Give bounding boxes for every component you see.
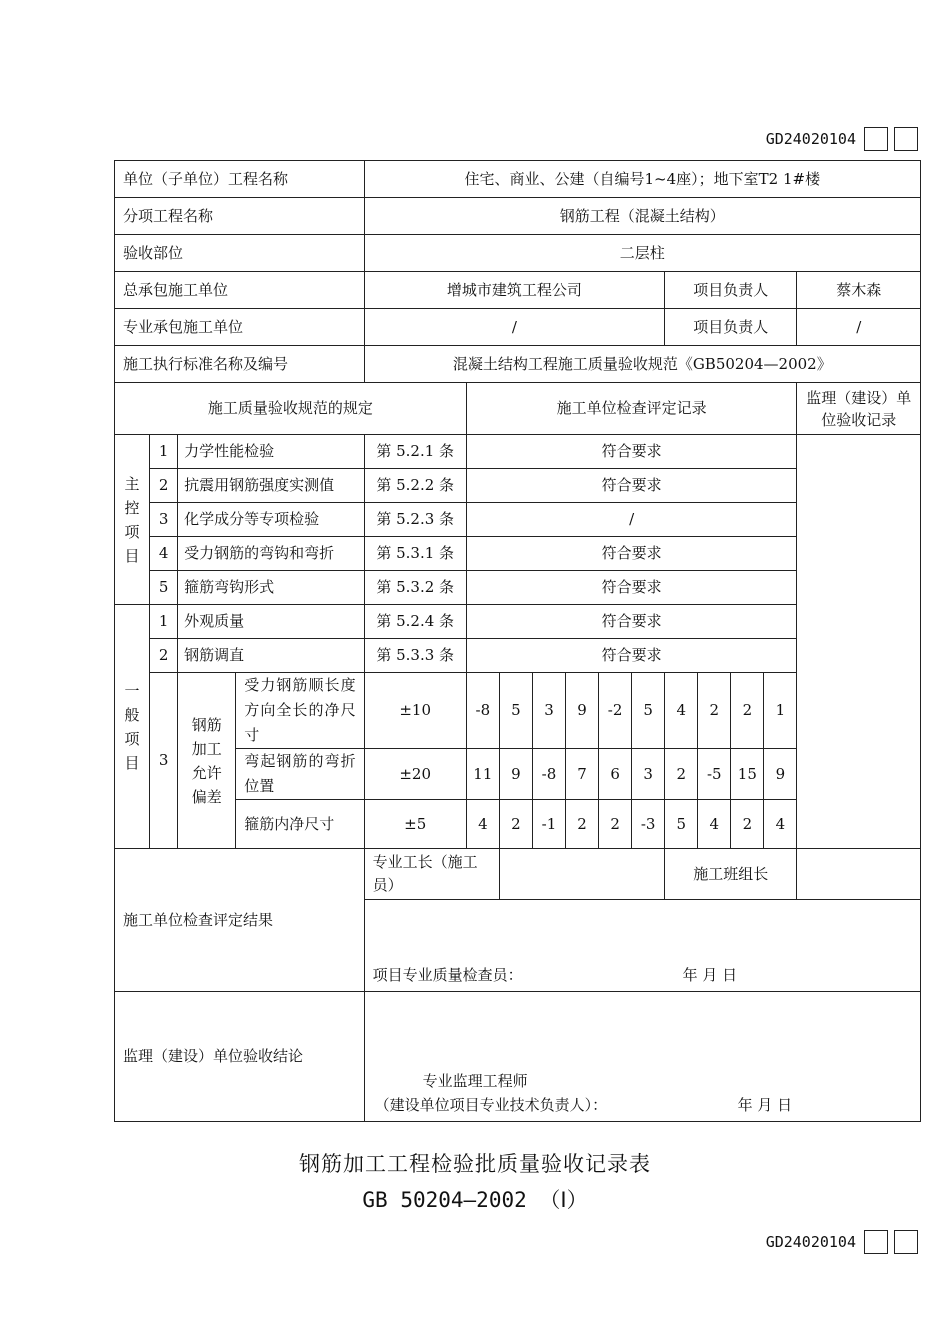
tolerance-item-name: 箍筋内净尺寸 — [236, 800, 364, 849]
supervision-sign-area[interactable] — [364, 992, 920, 1122]
item-result: 符合要求 — [466, 605, 797, 639]
measured-value: 7 — [566, 749, 599, 800]
item-name: 箍筋弯钩形式 — [178, 571, 364, 605]
measured-value: -8 — [466, 673, 499, 749]
item-no: 2 — [150, 469, 178, 503]
measured-value: 5 — [632, 673, 665, 749]
measured-value: 11 — [466, 749, 499, 800]
measured-value: 4 — [466, 800, 499, 849]
foreman-signature-field[interactable] — [499, 849, 664, 900]
item-clause: 第 5.2.1 条 — [364, 435, 466, 469]
measured-value: 2 — [665, 749, 698, 800]
code-checkbox — [894, 127, 918, 151]
measured-value: 3 — [632, 749, 665, 800]
tolerance-item-name: 受力钢筋顺长度方向全长的净尺寸 — [236, 673, 364, 749]
owner-tech-lead-label: （建设单位项目专业技术负责人）： — [374, 1096, 608, 1114]
unit-label: 单位（子单位）工程名称 — [115, 161, 365, 198]
item-name: 抗震用钢筋强度实测值 — [178, 469, 364, 503]
measured-value: -8 — [532, 749, 565, 800]
measured-value: 9 — [566, 673, 599, 749]
team-leader-signature-field[interactable] — [797, 849, 921, 900]
measured-value: 4 — [764, 800, 797, 849]
doc-code-bottom — [766, 1229, 918, 1255]
measured-value: 3 — [532, 673, 565, 749]
tolerance-item-name: 弯起钢筋的弯折位置 — [236, 749, 364, 800]
item-result: 符合要求 — [466, 537, 797, 571]
item-name: 力学性能检验 — [178, 435, 364, 469]
item-name: 受力钢筋的弯钩和弯折 — [178, 537, 364, 571]
subproject-label: 分项工程名称 — [115, 198, 365, 235]
item-clause: 第 5.2.4 条 — [364, 605, 466, 639]
item-clause: 第 5.2.3 条 — [364, 503, 466, 537]
part-value: 二层柱 — [364, 235, 920, 272]
std-value: 混凝土结构工程施工质量验收规范《GB50204—2002》 — [364, 346, 920, 383]
measured-value: 4 — [665, 673, 698, 749]
item3-name: 钢筋加工允许偏差 — [178, 673, 236, 849]
supervision-result-label: 监理（建设）单位验收结论 — [115, 992, 365, 1122]
measured-value: 5 — [665, 800, 698, 849]
code-checkbox — [864, 1230, 888, 1254]
general-label: 一般项目 — [115, 605, 150, 849]
doc-code: GD24020104 — [765, 130, 856, 148]
sc-value: / — [364, 309, 665, 346]
item-result: / — [466, 503, 797, 537]
tolerance-value: ±5 — [364, 800, 466, 849]
unit-value: 住宅、商业、公建（自编号1~4座）；地下室T2 1#楼 — [364, 161, 920, 198]
item-no: 4 — [150, 537, 178, 571]
gc-label: 总承包施工单位 — [115, 272, 365, 309]
item-result: 符合要求 — [466, 571, 797, 605]
part-label: 验收部位 — [115, 235, 365, 272]
measured-value: 5 — [499, 673, 532, 749]
item-name: 外观质量 — [178, 605, 364, 639]
contractor-date: 年 月 日 — [682, 966, 738, 984]
measured-value: 2 — [731, 800, 764, 849]
measured-value: 6 — [599, 749, 632, 800]
inspection-table — [114, 160, 921, 1122]
supervision-record-cell — [797, 435, 921, 849]
sc-label: 专业承包施工单位 — [115, 309, 365, 346]
item-no: 1 — [150, 435, 178, 469]
main-control-label: 主控项目 — [115, 435, 150, 605]
item-result: 符合要求 — [466, 435, 797, 469]
gc-pm-label: 项目负责人 — [665, 272, 797, 309]
item-clause: 第 5.3.1 条 — [364, 537, 466, 571]
record-header: 施工单位检查评定记录 — [466, 383, 797, 435]
measured-value: 2 — [566, 800, 599, 849]
measured-value: 9 — [764, 749, 797, 800]
doc-code-top — [766, 126, 918, 152]
item-clause: 第 5.2.2 条 — [364, 469, 466, 503]
item-name: 钢筋调直 — [178, 639, 364, 673]
gc-value: 增城市建筑工程公司 — [364, 272, 665, 309]
std-label: 施工执行标准名称及编号 — [115, 346, 365, 383]
subproject-value: 钢筋工程（混凝土结构） — [364, 198, 920, 235]
measured-value: 2 — [599, 800, 632, 849]
doc-code: GD24020104 — [765, 1233, 856, 1251]
item-no: 3 — [150, 503, 178, 537]
measured-value: -2 — [599, 673, 632, 749]
measured-value: 9 — [499, 749, 532, 800]
measured-value: 2 — [499, 800, 532, 849]
foreman-label: 专业工长（施工员） — [364, 849, 499, 900]
tolerance-value: ±10 — [364, 673, 466, 749]
sc-pm-value: / — [797, 309, 921, 346]
item-no: 5 — [150, 571, 178, 605]
item-clause: 第 5.3.2 条 — [364, 571, 466, 605]
measured-value: 15 — [731, 749, 764, 800]
gc-pm-value: 蔡木森 — [797, 272, 921, 309]
measured-value: 1 — [764, 673, 797, 749]
item-no: 2 — [150, 639, 178, 673]
measured-value: -5 — [698, 749, 731, 800]
measured-value: 2 — [731, 673, 764, 749]
sc-pm-label: 项目负责人 — [665, 309, 797, 346]
tolerance-value: ±20 — [364, 749, 466, 800]
item-result: 符合要求 — [466, 639, 797, 673]
code-checkbox — [894, 1230, 918, 1254]
contractor-result-label: 施工单位检查评定结果 — [115, 849, 365, 992]
measured-value: 2 — [698, 673, 731, 749]
supervision-engineer-label: 专业监理工程师 — [422, 1072, 528, 1090]
item-no: 3 — [150, 673, 178, 849]
code-checkbox — [864, 127, 888, 151]
spec-header: 施工质量验收规范的规定 — [115, 383, 467, 435]
form-standard: GB 50204—2002 （Ⅰ） — [362, 1188, 588, 1212]
measured-value: 4 — [698, 800, 731, 849]
supervision-header: 监理（建设）单位验收记录 — [797, 383, 921, 435]
measured-value: -3 — [632, 800, 665, 849]
item-result: 符合要求 — [466, 469, 797, 503]
inspector-label: 项目专业质量检查员： — [372, 966, 523, 984]
item-no: 1 — [150, 605, 178, 639]
contractor-sign-area[interactable] — [364, 900, 920, 992]
item-clause: 第 5.3.3 条 — [364, 639, 466, 673]
item-name: 化学成分等专项检验 — [178, 503, 364, 537]
team-leader-label: 施工班组长 — [665, 849, 797, 900]
supervision-date: 年 月 日 — [737, 1096, 793, 1114]
form-title: 钢筋加工工程检验批质量验收记录表 — [299, 1152, 651, 1176]
measured-value: -1 — [532, 800, 565, 849]
